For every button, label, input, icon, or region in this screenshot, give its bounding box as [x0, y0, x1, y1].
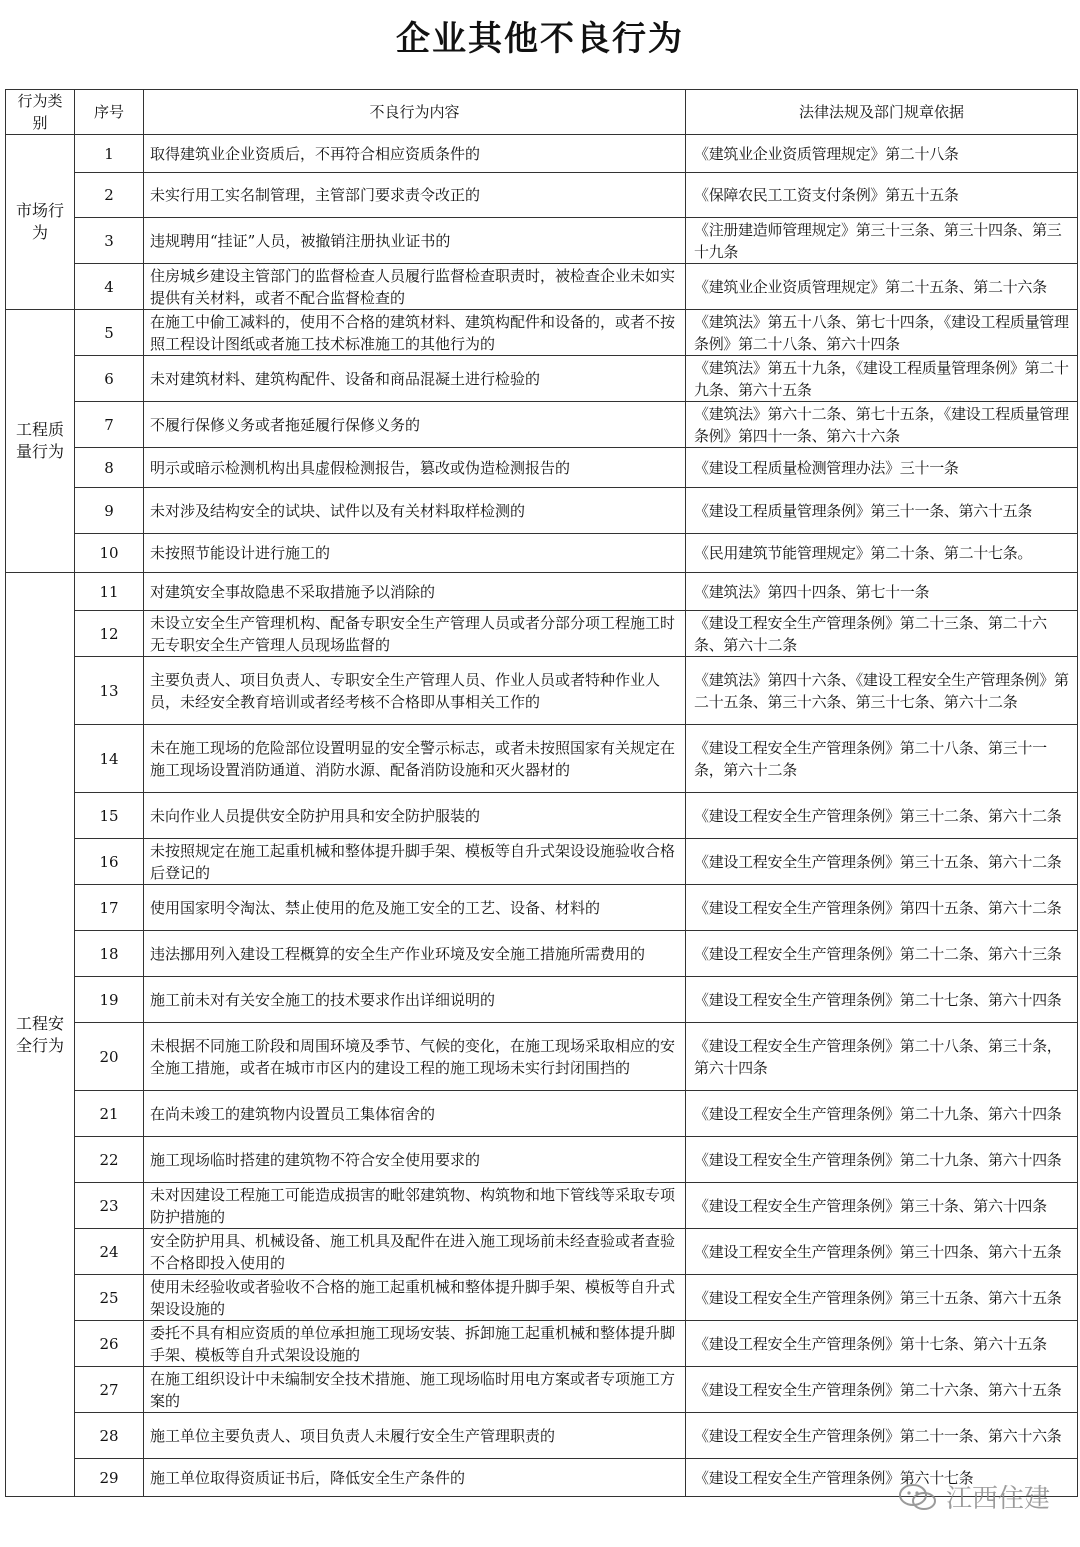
table-row — [6, 264, 1078, 310]
content-cell: 未设立安全生产管理机构、配备专职安全生产管理人员或者分部分项工程施工时无专职安全生产管理人员现场监督的 — [144, 611, 686, 657]
basis-cell: 《建设工程质量管理条例》第三十一条、第六十五条 — [686, 488, 1078, 534]
content-cell: 施工单位取得资质证书后，降低安全生产条件的 — [144, 1459, 686, 1497]
content-cell: 在施工组织设计中未编制安全技术措施、施工现场临时用电方案或者专项施工方案的 — [144, 1367, 686, 1413]
table-row — [6, 977, 1078, 1023]
table-row — [6, 356, 1078, 402]
content-cell: 不履行保修义务或者拖延履行保修义务的 — [144, 402, 686, 448]
basis-cell: 《建设工程安全生产管理条例》第三十二条、第六十二条 — [686, 793, 1078, 839]
basis-cell: 《建筑法》第四十六条、《建设工程安全生产管理条例》第二十五条、第三十六条、第三十七条、第六十二条 — [686, 657, 1078, 725]
seq-cell: 5 — [75, 310, 144, 356]
basis-cell: 《注册建造师管理规定》第三十三条、第三十四条、第三十九条 — [686, 218, 1078, 264]
seq-cell: 4 — [75, 264, 144, 310]
basis-cell: 《建设工程安全生产管理条例》第三十四条、第六十五条 — [686, 1229, 1078, 1275]
content-cell: 未按照规定在施工起重机械和整体提升脚手架、模板等自升式架设设施验收合格后登记的 — [144, 839, 686, 885]
seq-cell: 16 — [75, 839, 144, 885]
basis-cell: 《建设工程安全生产管理条例》第二十六条、第六十五条 — [686, 1367, 1078, 1413]
table-row — [6, 611, 1078, 657]
table-row — [6, 1367, 1078, 1413]
seq-cell: 9 — [75, 488, 144, 534]
basis-cell: 《建设工程安全生产管理条例》第三十五条、第六十二条 — [686, 839, 1078, 885]
basis-cell: 《民用建筑节能管理规定》第二十条、第二十七条。 — [686, 534, 1078, 573]
content-cell: 未实行用工实名制管理，主管部门要求责令改正的 — [144, 173, 686, 218]
table-header-row — [6, 90, 1078, 135]
basis-cell: 《建筑业企业资质管理规定》第二十八条 — [686, 135, 1078, 173]
seq-cell: 18 — [75, 931, 144, 977]
content-cell: 委托不具有相应资质的单位承担施工现场安装、拆卸施工起重机械和整体提升脚手架、模板等自升式架设设施的 — [144, 1321, 686, 1367]
table-row — [6, 310, 1078, 356]
header-seq: 序号 — [75, 90, 144, 135]
content-cell: 违规聘用“挂证”人员，被撤销注册执业证书的 — [144, 218, 686, 264]
basis-cell: 《建设工程安全生产管理条例》第二十九条、第六十四条 — [686, 1091, 1078, 1137]
seq-cell: 6 — [75, 356, 144, 402]
table-row — [6, 1275, 1078, 1321]
table-row — [6, 573, 1078, 611]
content-cell: 在尚未竣工的建筑物内设置员工集体宿舍的 — [144, 1091, 686, 1137]
content-cell: 未对因建设工程施工可能造成损害的毗邻建筑物、构筑物和地下管线等采取专项防护措施的 — [144, 1183, 686, 1229]
content-cell: 施工现场临时搭建的建筑物不符合安全使用要求的 — [144, 1137, 686, 1183]
basis-cell: 《建设工程安全生产管理条例》第四十五条、第六十二条 — [686, 885, 1078, 931]
table-row — [6, 1413, 1078, 1459]
content-cell: 安全防护用具、机械设备、施工机具及配件在进入施工现场前未经查验或者查验不合格即投入使用的 — [144, 1229, 686, 1275]
seq-cell: 20 — [75, 1023, 144, 1091]
basis-cell: 《建筑法》第六十二条、第七十五条，《建设工程质量管理条例》第四十一条、第六十六条 — [686, 402, 1078, 448]
wechat-icon — [898, 1482, 938, 1512]
content-cell: 未按照节能设计进行施工的 — [144, 534, 686, 573]
seq-cell: 7 — [75, 402, 144, 448]
content-cell: 未根据不同施工阶段和周围环境及季节、气候的变化，在施工现场采取相应的安全施工措施，或者在城市市区内的建设工程的施工现场未实行封闭围挡的 — [144, 1023, 686, 1091]
seq-cell: 28 — [75, 1413, 144, 1459]
basis-cell: 《建设工程安全生产管理条例》第二十二条、第六十三条 — [686, 931, 1078, 977]
seq-cell: 15 — [75, 793, 144, 839]
bad-behavior-table — [5, 89, 1078, 1497]
basis-cell: 《建设工程安全生产管理条例》第二十八条、第三十条，第六十四条 — [686, 1023, 1078, 1091]
table-row — [6, 725, 1078, 793]
table-row — [6, 135, 1078, 173]
basis-cell: 《建设工程安全生产管理条例》第三十五条、第六十五条 — [686, 1275, 1078, 1321]
header-basis: 法律法规及部门规章依据 — [686, 90, 1078, 135]
content-cell: 明示或暗示检测机构出具虚假检测报告，篡改或伪造检测报告的 — [144, 448, 686, 488]
table-row — [6, 402, 1078, 448]
content-cell: 使用国家明令淘汰、禁止使用的危及施工安全的工艺、设备、材料的 — [144, 885, 686, 931]
content-cell: 住房城乡建设主管部门的监督检查人员履行监督检查职责时，被检查企业未如实提供有关材料，或者不配合监督检查的 — [144, 264, 686, 310]
content-cell: 未对建筑材料、建筑构配件、设备和商品混凝土进行检验的 — [144, 356, 686, 402]
seq-cell: 23 — [75, 1183, 144, 1229]
seq-cell: 12 — [75, 611, 144, 657]
seq-cell: 1 — [75, 135, 144, 173]
table-row — [6, 1183, 1078, 1229]
seq-cell: 3 — [75, 218, 144, 264]
seq-cell: 19 — [75, 977, 144, 1023]
basis-cell: 《建筑业企业资质管理规定》第二十五条、第二十六条 — [686, 264, 1078, 310]
table-row — [6, 1137, 1078, 1183]
content-cell: 在施工中偷工减料的，使用不合格的建筑材料、建筑构配件和设备的，或者不按照工程设计图纸或者施工技术标准施工的其他行为的 — [144, 310, 686, 356]
table-row — [6, 793, 1078, 839]
seq-cell: 21 — [75, 1091, 144, 1137]
basis-cell: 《建筑法》第五十八条、第七十四条，《建设工程质量管理条例》第二十八条、第六十四条 — [686, 310, 1078, 356]
category-cell: 工程质量行为 — [6, 310, 75, 573]
basis-cell: 《建设工程安全生产管理条例》第二十三条、第二十六条、第六十二条 — [686, 611, 1078, 657]
content-cell: 施工单位主要负责人、项目负责人未履行安全生产管理职责的 — [144, 1413, 686, 1459]
table-row — [6, 448, 1078, 488]
content-cell: 未向作业人员提供安全防护用具和安全防护服装的 — [144, 793, 686, 839]
table-row — [6, 488, 1078, 534]
page-title: 企业其他不良行为 — [396, 19, 684, 59]
basis-cell: 《建设工程安全生产管理条例》第二十八条、第三十一条，第六十二条 — [686, 725, 1078, 793]
seq-cell: 13 — [75, 657, 144, 725]
seq-cell: 24 — [75, 1229, 144, 1275]
content-cell: 对建筑安全事故隐患不采取措施予以消除的 — [144, 573, 686, 611]
seq-cell: 27 — [75, 1367, 144, 1413]
seq-cell: 14 — [75, 725, 144, 793]
table-row — [6, 1321, 1078, 1367]
table-row — [6, 1023, 1078, 1091]
basis-cell: 《建设工程安全生产管理条例》第六十七条 — [686, 1459, 1078, 1497]
content-cell: 取得建筑业企业资质后，不再符合相应资质条件的 — [144, 135, 686, 173]
seq-cell: 25 — [75, 1275, 144, 1321]
content-cell: 未对涉及结构安全的试块、试件以及有关材料取样检测的 — [144, 488, 686, 534]
seq-cell: 29 — [75, 1459, 144, 1497]
seq-cell: 17 — [75, 885, 144, 931]
basis-cell: 《建筑法》第四十四条、第七十一条 — [686, 573, 1078, 611]
content-cell: 未在施工现场的危险部位设置明显的安全警示标志，或者未按照国家有关规定在施工现场设置消防通道、消防水源、配备消防设施和灭火器材的 — [144, 725, 686, 793]
seq-cell: 10 — [75, 534, 144, 573]
table-row — [6, 173, 1078, 218]
watermark — [898, 1478, 1050, 1515]
table-row — [6, 1091, 1078, 1137]
table-row — [6, 931, 1078, 977]
basis-cell: 《建设工程质量检测管理办法》三十一条 — [686, 448, 1078, 488]
table-row — [6, 839, 1078, 885]
basis-cell: 《建筑法》第五十九条，《建设工程质量管理条例》第二十九条、第六十五条 — [686, 356, 1078, 402]
basis-cell: 《建设工程安全生产管理条例》第二十七条、第六十四条 — [686, 977, 1078, 1023]
category-cell: 市场行为 — [6, 135, 75, 310]
category-cell: 工程安全行为 — [6, 573, 75, 1497]
basis-cell: 《建设工程安全生产管理条例》第三十条、第六十四条 — [686, 1183, 1078, 1229]
seq-cell: 2 — [75, 173, 144, 218]
content-cell: 施工前未对有关安全施工的技术要求作出详细说明的 — [144, 977, 686, 1023]
watermark-text: 江西住建 — [945, 1484, 1050, 1514]
table-row — [6, 885, 1078, 931]
content-cell: 使用未经验收或者验收不合格的施工起重机械和整体提升脚手架、模板等自升式架设设施的 — [144, 1275, 686, 1321]
seq-cell: 26 — [75, 1321, 144, 1367]
table-row — [6, 657, 1078, 725]
basis-cell: 《建设工程安全生产管理条例》第十七条、第六十五条 — [686, 1321, 1078, 1367]
seq-cell: 11 — [75, 573, 144, 611]
content-cell: 违法挪用列入建设工程概算的安全生产作业环境及安全施工措施所需费用的 — [144, 931, 686, 977]
basis-cell: 《建设工程安全生产管理条例》第二十一条、第六十六条 — [686, 1413, 1078, 1459]
seq-cell: 22 — [75, 1137, 144, 1183]
header-category: 行为类别 — [6, 90, 75, 135]
basis-cell: 《建设工程安全生产管理条例》第二十九条、第六十四条 — [686, 1137, 1078, 1183]
table-row — [6, 534, 1078, 573]
header-content: 不良行为内容 — [144, 90, 686, 135]
content-cell: 主要负责人、项目负责人、专职安全生产管理人员、作业人员或者特种作业人员，未经安全教育培训或者经考核不合格即从事相关工作的 — [144, 657, 686, 725]
basis-cell: 《保障农民工工资支付条例》第五十五条 — [686, 173, 1078, 218]
seq-cell: 8 — [75, 448, 144, 488]
table-row — [6, 1229, 1078, 1275]
table-body — [6, 135, 1078, 1497]
table-row — [6, 218, 1078, 264]
